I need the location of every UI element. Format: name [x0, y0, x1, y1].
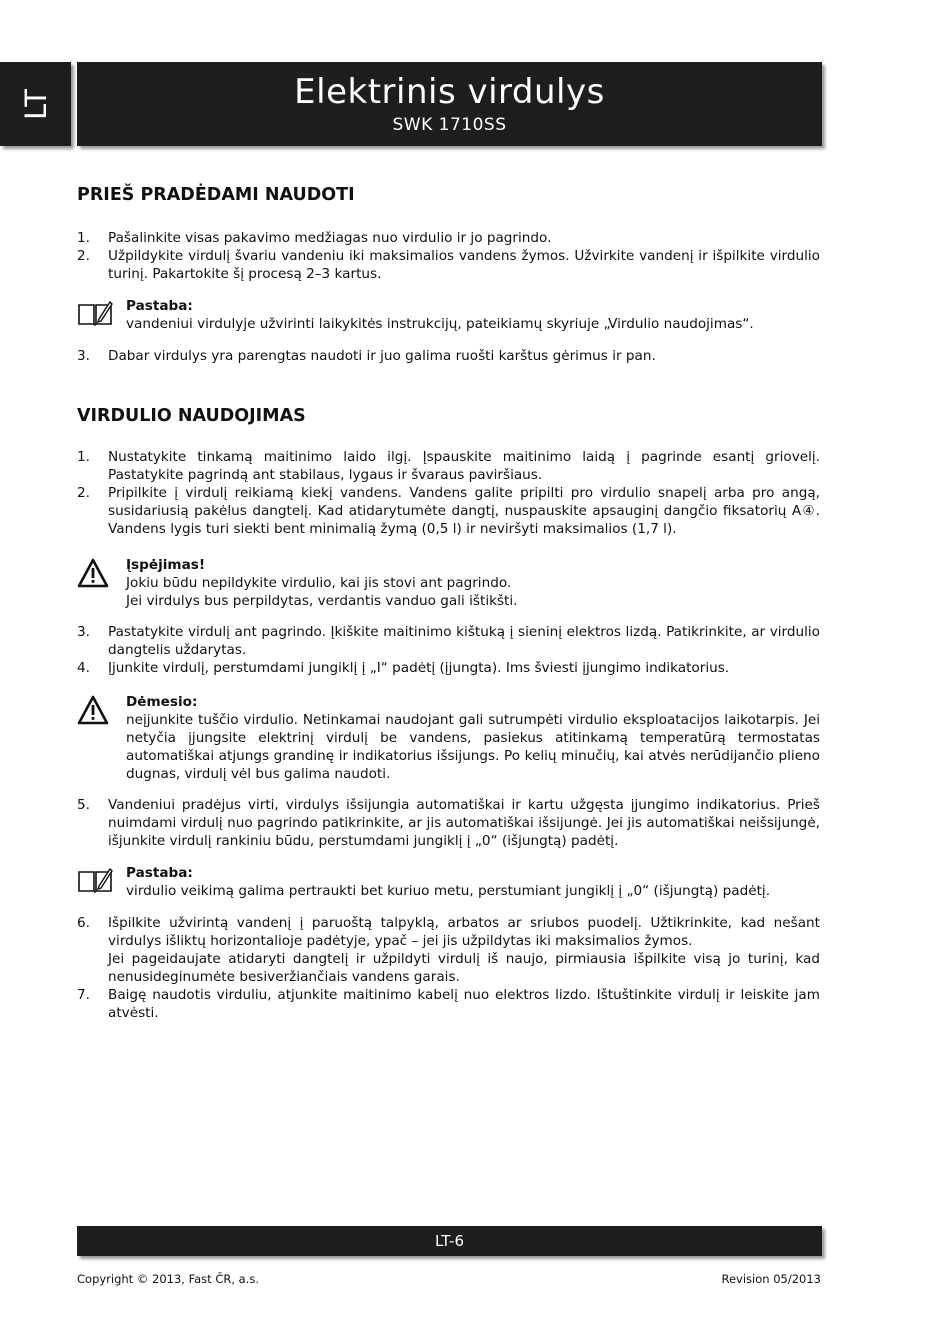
- document-title: Elektrinis virdulys: [294, 72, 605, 112]
- warning-icon: [77, 558, 109, 593]
- list-before-use: [77, 229, 820, 283]
- revision: Revision 05/2013: [721, 1272, 821, 1286]
- note-box: [77, 864, 820, 900]
- note-box: [77, 297, 820, 333]
- warning-box: [77, 556, 820, 610]
- section-heading-before-use: PRIEŠ PRADĖDAMI NAUDOTI: [77, 185, 355, 205]
- note-text: virdulio veikimą galima pertraukti bet kuriuo metu, perstumiant jungiklį į „0“ (išjungtą) padėtį.: [126, 883, 771, 899]
- note-text: vandeniui virdulyje užvirinti laikykitės instrukcijų, pateikiamų skyriuje „Virdulio naudojimas“.: [126, 316, 754, 332]
- language-tab: [0, 62, 71, 146]
- warning-text: neįjunkite tuščio virdulio. Netinkamai naudojant gali sutrumpėti virdulio eksploatacijos laikotarpis. Jei netyčia įjungsite elektrinį virdulį be vandens, pasiekus atitinkamą temperatūrą termostatas automatiškai atjungs grandinę ir indikatorius išsijungs. Po kelių minučių, kai atvės nerūdijančio plieno dugnas, virdulį vėl bus galima naudoti.: [126, 712, 820, 782]
- list-item: 5. Vandeniui pradėjus virti, virdulys išsijungia automatiškai ir kartu užgęsta įjungimo indikatorius. Prieš nuimdami virdulį nuo pagrindo patikrinkite, ar jis automatiškai išsijungė. Jei jis automatiškai neišsijungė, išjunkite virdulį rankiniu būdu, perstumdami jungiklį į „0“ (išjungtą) padėtį.: [77, 797, 820, 849]
- list-usage-d: [77, 914, 820, 1022]
- section-heading-usage: VIRDULIO NAUDOJIMAS: [77, 406, 306, 426]
- page-number-bar: [77, 1226, 822, 1256]
- model-number: SWK 1710SS: [392, 115, 507, 135]
- list-item: 3. Dabar virdulys yra parengtas naudoti ir juo galima ruošti karštus gėrimus ir pan.: [77, 348, 656, 364]
- list-item: 6. Išpilkite užvirintą vandenį į paruoštą talpyklą, arbatos ar sriubos puodelį. Užtikrinkite, kad nešant virdulys išliktų horizontalioje padėtyje, ypač – jei jis užpildytas iki maksimalios žymos. Jei pageidaujate atidaryti dangtelį ir užpildyti virdulį iš naujo, pirmiausia išpilkite visą jo turinį, kad nenusideginumėte besiveržiančiais vandens garais.: [77, 915, 820, 985]
- list-item: 1. Pašalinkite visas pakavimo medžiagas nuo virdulio ir jo pagrindo.: [77, 230, 552, 246]
- list-item: 2. Užpildykite virdulį švariu vandeniu iki maksimalios vandens žymos. Užvirkite vandenį ir išpilkite virdulio turinį. Pakartokite šį procesą 2–3 kartus.: [77, 248, 820, 282]
- list-item: 7. Baigę naudotis virduliu, atjunkite maitinimo kabelį nuo elektros lizdo. Ištuštinkite virdulį ir leiskite jam atvėsti.: [77, 987, 820, 1021]
- list-usage-b: [77, 623, 820, 677]
- warning-title: Įspėjimas!: [126, 557, 206, 573]
- page-header: [77, 62, 822, 146]
- list-before-use-cont: [77, 347, 820, 365]
- warning-text: Jei virdulys bus perpildytas, verdantis vanduo gali ištikšti.: [126, 593, 518, 609]
- list-item: 2. Pripilkite į virdulį reikiamą kiekį vandens. Vandens galite pripilti pro virdulio snapelį arba pro angą, susidariusią pakėlus dangtelį. Kad atidarytumėte dangtį, nuspauskite apsauginį dangčio fiksatorių A④. Vandens lygis turi siekti bent minimalią žymą (0,5 l) ir neviršyti maksimalios (1,7 l).: [77, 485, 820, 537]
- list-item: 4. Įjunkite virdulį, perstumdami jungiklį į „I“ padėtį (įjungta). Ims šviesti įjungimo indikatorius.: [77, 660, 730, 676]
- book-icon: [77, 866, 113, 899]
- list-usage: [77, 448, 820, 538]
- note-title: Pastaba:: [126, 865, 193, 881]
- warning-icon: [77, 695, 109, 730]
- page-number: LT-6: [434, 1232, 465, 1250]
- warning-box: [77, 693, 820, 783]
- document-body: [77, 182, 820, 1022]
- list-usage-c: [77, 796, 820, 850]
- warning-title: Dėmesio:: [126, 694, 198, 710]
- list-item: 1. Nustatykite tinkamą maitinimo laido ilgį. Įspauskite maitinimo laidą į pagrinde esantį griovelį. Pastatykite pagrindą ant stabilaus, lygaus ir švaraus paviršiaus.: [77, 449, 820, 483]
- book-icon: [77, 299, 113, 332]
- copyright: Copyright © 2013, Fast ČR, a.s.: [77, 1272, 260, 1286]
- warning-text: Jokiu būdu nepildykite virdulio, kai jis stovi ant pagrindo.: [126, 575, 512, 591]
- list-item: 3. Pastatykite virdulį ant pagrindo. Įkiškite maitinimo kištuką į sieninį elektros lizdą. Patikrinkite, ar virdulio dangtelis uždarytas.: [77, 624, 820, 658]
- language-code: LT: [18, 88, 53, 120]
- note-title: Pastaba:: [126, 298, 193, 314]
